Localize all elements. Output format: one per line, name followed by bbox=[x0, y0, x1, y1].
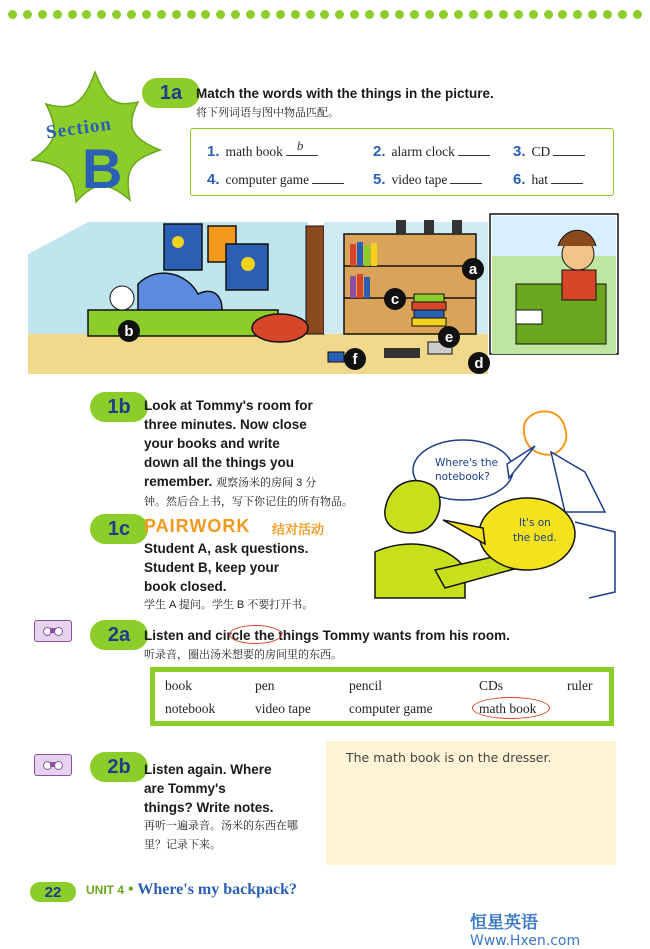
match-item-6: 6. hat bbox=[513, 171, 583, 188]
word-computer-game[interactable]: computer game bbox=[349, 701, 433, 716]
answer-blank-3[interactable] bbox=[553, 144, 585, 156]
word-book[interactable]: book bbox=[165, 678, 192, 693]
cassette-tape-icon-2a bbox=[34, 620, 72, 642]
math-book-circled-ellipse bbox=[472, 697, 550, 719]
scene-label-a: a bbox=[462, 258, 484, 280]
instruction-1a: Match the words with the things in the picture. bbox=[196, 86, 494, 101]
border-dot bbox=[291, 10, 300, 19]
answer-blank-1[interactable]: b bbox=[286, 144, 318, 156]
border-dot bbox=[588, 10, 597, 19]
border-dot bbox=[529, 10, 538, 19]
word-pencil[interactable]: pencil bbox=[349, 678, 382, 693]
border-dot bbox=[544, 10, 553, 19]
answer-blank-4[interactable] bbox=[312, 172, 344, 184]
word-video-tape[interactable]: video tape bbox=[255, 701, 311, 716]
pairwork-title-cn: 结对活动 bbox=[272, 522, 325, 537]
border-dot bbox=[499, 10, 508, 19]
border-dot bbox=[127, 10, 136, 19]
instruction-1a-cn: 将下列词语与图中物品匹配。 bbox=[196, 107, 339, 119]
badge-1a: 1a bbox=[142, 78, 200, 108]
pairwork-dialog-illustration bbox=[375, 402, 617, 598]
badge-1b: 1b bbox=[90, 392, 148, 422]
page-number: 22 bbox=[30, 882, 76, 902]
instruction-1c: Student A, ask questions. Student B, keep your book closed. 学生 A 提问。学生 B 不要打开书。 bbox=[144, 541, 314, 611]
answer-blank-2[interactable] bbox=[458, 144, 490, 156]
scene-label-b: b bbox=[118, 320, 140, 342]
scene-label-e: e bbox=[438, 326, 460, 348]
border-dot bbox=[454, 10, 463, 19]
scene-label-f: f bbox=[344, 348, 366, 370]
border-dot bbox=[380, 10, 389, 19]
border-dot bbox=[365, 10, 374, 19]
border-dot bbox=[68, 10, 77, 19]
border-dot bbox=[53, 10, 62, 19]
match-item-5: 5. video tape bbox=[373, 171, 482, 188]
border-dot bbox=[410, 10, 419, 19]
border-dot bbox=[573, 10, 582, 19]
badge-2b: 2b bbox=[90, 752, 148, 782]
word-math-book[interactable]: math book bbox=[479, 701, 537, 716]
border-dot bbox=[276, 10, 285, 19]
border-dot bbox=[306, 10, 315, 19]
scene-label-d: d bbox=[468, 352, 490, 374]
room-scene-icon bbox=[28, 214, 618, 374]
border-dot bbox=[395, 10, 404, 19]
border-dot bbox=[231, 10, 240, 19]
section-word: Section bbox=[44, 113, 114, 144]
border-dot bbox=[157, 10, 166, 19]
pairwork-title: PAIRWORK bbox=[144, 516, 251, 536]
match-item-3: 3. CD bbox=[513, 143, 585, 160]
watermark: 恒星英语 Www.Hxen.com bbox=[470, 913, 581, 949]
word-list-box bbox=[150, 667, 614, 726]
scene-label-c: c bbox=[384, 288, 406, 310]
match-item-4: 4. computer game bbox=[207, 171, 344, 188]
answer-blank-5[interactable] bbox=[450, 172, 482, 184]
tommys-room-illustration bbox=[28, 214, 618, 374]
border-dot bbox=[201, 10, 210, 19]
word-pen[interactable]: pen bbox=[255, 678, 275, 693]
notes-text: The math book is on the dresser. bbox=[346, 750, 552, 765]
badge-1c: 1c bbox=[90, 514, 148, 544]
instruction-1b: Look at Tommy's room for three minutes. Now close your books and write down all the things you remember. 观察汤米的房间 3 分 钟。然后合上书，写下你记住的所有物品。 bbox=[144, 398, 353, 508]
border-dot bbox=[350, 10, 359, 19]
instruction-2a: Listen and circle the things Tommy wants from his room. bbox=[144, 628, 510, 643]
section-letter: B bbox=[82, 137, 123, 200]
border-dot bbox=[216, 10, 225, 19]
border-dot bbox=[633, 10, 642, 19]
border-dot bbox=[335, 10, 344, 19]
border-dot bbox=[320, 10, 329, 19]
match-item-2: 2. alarm clock bbox=[373, 143, 490, 160]
border-dot bbox=[514, 10, 523, 19]
border-dot bbox=[23, 10, 32, 19]
answer-bubble-text: It's on the bed. bbox=[513, 517, 557, 544]
instruction-2a-cn: 听录音，圈出汤米想要的房间里的东西。 bbox=[144, 649, 342, 661]
border-dot bbox=[469, 10, 478, 19]
match-item-1: 1. math book b bbox=[207, 143, 318, 160]
border-dot bbox=[187, 10, 196, 19]
circle-word-ellipse bbox=[229, 625, 282, 644]
word-cds[interactable]: CDs bbox=[479, 678, 504, 693]
badge-2a: 2a bbox=[90, 620, 148, 650]
border-dot bbox=[439, 10, 448, 19]
word-notebook[interactable]: notebook bbox=[165, 701, 216, 716]
border-dot bbox=[112, 10, 121, 19]
answer-blank-6[interactable] bbox=[551, 172, 583, 184]
border-dot bbox=[8, 10, 17, 19]
border-dot bbox=[425, 10, 434, 19]
border-dot bbox=[97, 10, 106, 19]
border-dot bbox=[246, 10, 255, 19]
border-dot bbox=[261, 10, 270, 19]
question-bubble-text: Where's the notebook? bbox=[435, 457, 498, 483]
border-dot bbox=[603, 10, 612, 19]
border-dot bbox=[618, 10, 627, 19]
border-dot bbox=[558, 10, 567, 19]
border-dot bbox=[82, 10, 91, 19]
border-dot bbox=[38, 10, 47, 19]
border-dot bbox=[484, 10, 493, 19]
border-dot bbox=[172, 10, 181, 19]
instruction-2b: Listen again. Where are Tommy's things? Write notes. 再听一遍录音。汤米的东西在哪 里？记录下来。 bbox=[144, 762, 298, 851]
top-dotted-border bbox=[8, 10, 642, 24]
unit-title: UNIT 4 • Where's my backpack? bbox=[86, 881, 298, 898]
talking-students-icon bbox=[375, 402, 617, 598]
border-dot bbox=[142, 10, 151, 19]
cassette-tape-icon-2b bbox=[34, 754, 72, 776]
notes-box[interactable] bbox=[326, 741, 616, 865]
match-words-box bbox=[190, 128, 614, 196]
word-ruler[interactable]: ruler bbox=[567, 678, 593, 693]
